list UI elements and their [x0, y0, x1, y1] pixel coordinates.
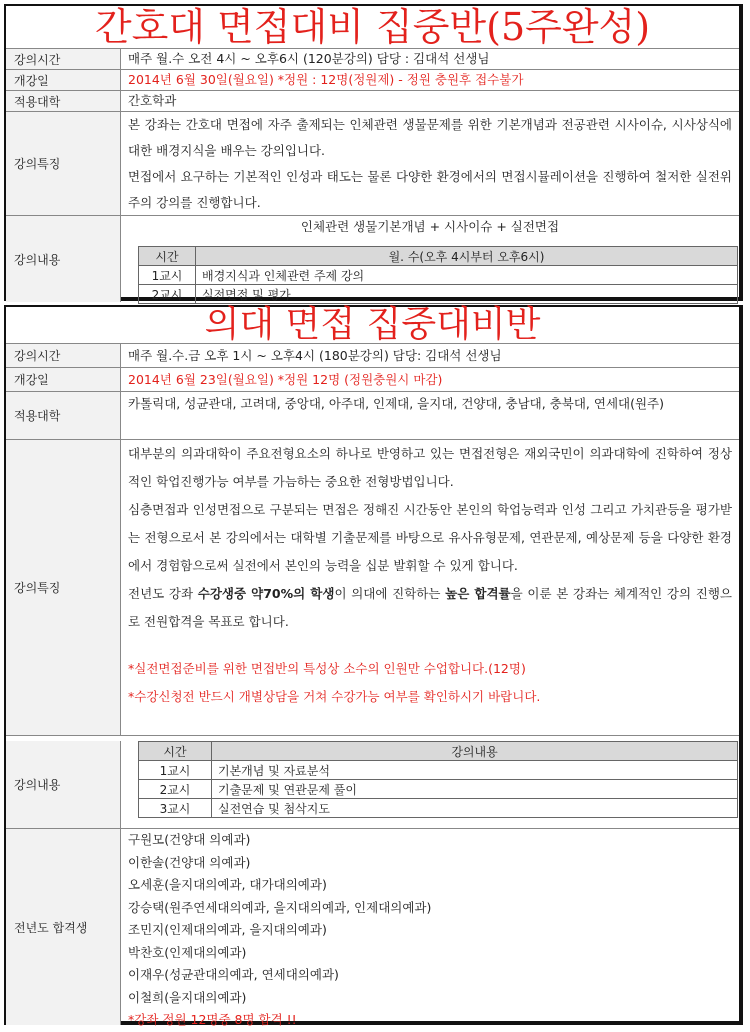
- medical-schedule-row: [6, 344, 739, 368]
- feature-highlight: 높은 합격률: [445, 586, 511, 601]
- list-item: 구원모(건양대 의예과): [128, 832, 251, 847]
- medical-note-1: *실전면접준비를 위한 면접반의 특성상 소수의 인원만 수업합니다.(12명): [128, 661, 526, 676]
- medical-feature-p2: 심층면접과 인성면접으로 구분되는 면접은 정해진 시간동안 본인의 학업능력과 인성 그리고 가치관등을 평가받는 전형으로서 본 강의에서는 대학별 기출문제를 바탕으로 유사유형문제, 연관문제, 예상문제 등을 다양한 환경에서 경험함으로써 실전에서 본인의 능력을 십분 발휘할 수 있게 합니다.: [128, 502, 732, 573]
- table-row: [139, 799, 738, 818]
- nursing-target-row: [6, 91, 739, 112]
- table-row: [139, 285, 738, 304]
- list-item: 이한솔(건양대 의예과): [128, 854, 251, 870]
- table-row: [139, 761, 738, 780]
- nursing-content-label: 강의내용: [6, 216, 121, 302]
- nursing-schedule-label: 강의시간: [6, 49, 121, 69]
- nursing-start-label: 개강일: [6, 70, 121, 90]
- medical-schedule-value: 매주 월.수.금 오후 1시 ~ 오후4시 (180분강의) 담당: 김대석 선생님: [128, 348, 502, 363]
- table-cell-desc: 기출문제 및 연관문제 풀이: [212, 780, 738, 799]
- table-row: [139, 780, 738, 799]
- table-cell-period: 2교시: [139, 285, 196, 304]
- nursing-feature-p1: 본 강좌는 간호대 면접에 자주 출제되는 인체관련 생물문제를 위한 기본개념과 전공관련 시사이슈, 시사상식에 대한 배경지식을 배우는 강의입니다.: [128, 117, 732, 158]
- nursing-title: 간호대 면접대비 집중반(5주완성): [6, 6, 739, 49]
- list-item: 조민지(인제대의예과, 을지대의예과): [128, 922, 327, 937]
- medical-target-label: 적용대학: [6, 392, 121, 439]
- nursing-start-row: [6, 70, 739, 91]
- table-cell-period: 3교시: [139, 799, 212, 818]
- nursing-content-summary: 인체관련 생물기본개념 + 시사이슈 + 실전면접: [300, 219, 560, 234]
- table-header-content: 강의내용: [212, 742, 738, 761]
- medical-passers-label: 전년도 합격생: [6, 829, 121, 1025]
- medical-content-label: 강의내용: [6, 741, 121, 828]
- table-cell-desc: 실전면접 및 평가: [196, 285, 738, 304]
- medical-schedule-label: 강의시간: [6, 344, 121, 367]
- medical-section: [4, 305, 743, 1025]
- table-cell-period: 1교시: [139, 761, 212, 780]
- nursing-target-value: 간호학과: [128, 93, 177, 108]
- passers-note: *강좌 정원 12명중 8명 합격 !!: [128, 1012, 297, 1027]
- nursing-section: [4, 4, 743, 301]
- table-header-time: 시간: [139, 742, 212, 761]
- medical-feature-label: 강의특징: [6, 440, 121, 735]
- medical-target-value: 카톨릭대, 성균관대, 고려대, 중앙대, 아주대, 인제대, 을지대, 건양대, 충남대, 충북대, 연세대(원주): [128, 396, 664, 411]
- nursing-target-label: 적용대학: [6, 91, 121, 111]
- table-cell-desc: 기본개념 및 자료분석: [212, 761, 738, 780]
- table-cell-period: 2교시: [139, 780, 212, 799]
- table-cell-desc: 실전연습 및 첨삭지도: [212, 799, 738, 818]
- table-cell-period: 1교시: [139, 266, 196, 285]
- feature-highlight: 수강생중 약70%의 학생: [197, 586, 335, 601]
- feature-text: 이 의대에 진학하는: [334, 586, 446, 601]
- list-item: 이재우(성균관대의예과, 연세대의예과): [128, 967, 339, 982]
- nursing-feature-row: [6, 112, 739, 216]
- nursing-schedule-table: [138, 246, 738, 304]
- medical-feature-row: [6, 440, 739, 736]
- feature-text: 을 이룬 본 강좌는 체계적인 강의 진행으로 전원합격을 목표로 합니다.: [128, 586, 732, 629]
- nursing-schedule-value: 매주 월.수 오전 4시 ~ 오후6시 (120분강의) 담당 : 김대석 선생님: [128, 51, 490, 66]
- table-header-time: 시간: [139, 247, 196, 266]
- medical-content-row: [6, 741, 739, 829]
- medical-start-value: 2014년 6월 23일(월요일) *정원 12명 (정원충원시 마감): [128, 372, 443, 387]
- medical-target-row: [6, 392, 739, 440]
- nursing-feature-p2: 면접에서 요구하는 기본적인 인성과 태도는 물론 다양한 환경에서의 면접시뮬레이션을 진행하여 철저한 실전위주의 강의를 진행합니다.: [128, 169, 732, 210]
- list-item: 박찬호(인제대의예과): [128, 944, 247, 960]
- medical-title: 의대 면접 집중대비반: [6, 307, 739, 344]
- medical-note-2: *수강신청전 반드시 개별상담을 거쳐 수강가능 여부를 확인하시기 바랍니다.: [128, 689, 541, 704]
- feature-text: 전년도 강좌: [128, 586, 198, 601]
- list-item: 오세훈(을지대의예과, 대가대의예과): [128, 877, 327, 892]
- medical-feature-p1: 대부분의 의과대학이 주요전형요소의 하나로 반영하고 있는 면접전형은 재외국민이 의과대학에 진학하여 정상적인 학업진행가능 여부를 가늠하는 중요한 전형방법입니다.: [128, 446, 732, 489]
- nursing-start-value: 2014년 6월 30일(월요일) *정원 : 12명(정원제) - 정원 충원후 접수불가: [128, 72, 524, 87]
- list-item: 이철희(을지대의예과): [128, 989, 247, 1005]
- medical-schedule-table: [138, 741, 738, 818]
- nursing-feature-label: 강의특징: [6, 112, 121, 215]
- medical-start-label: 개강일: [6, 368, 121, 391]
- medical-passers-row: [6, 829, 739, 1025]
- medical-feature-p3: [128, 580, 732, 636]
- table-header: [139, 742, 738, 761]
- list-item: 강승택(원주연세대의예과, 을지대의예과, 인제대의예과): [128, 899, 432, 915]
- medical-start-row: [6, 368, 739, 392]
- table-row: [139, 266, 738, 285]
- table-cell-desc: 배경지식과 인체관련 주제 강의: [196, 266, 738, 285]
- table-header-content: 월. 수(오후 4시부터 오후6시): [196, 247, 738, 266]
- nursing-content-row: [6, 216, 739, 302]
- nursing-schedule-row: [6, 49, 739, 70]
- table-header: [139, 247, 738, 266]
